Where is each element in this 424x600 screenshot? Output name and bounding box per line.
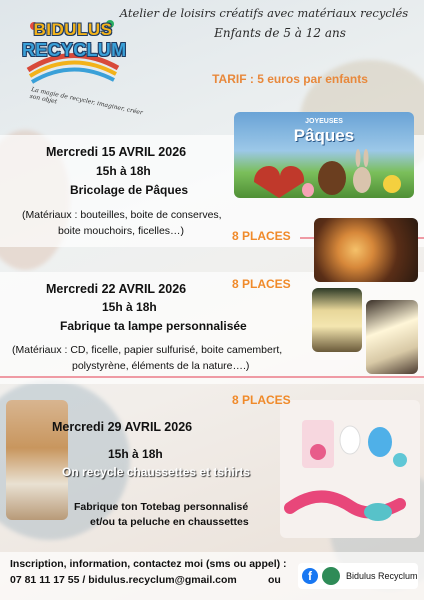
easter-title-2: Pâques [293, 126, 355, 145]
facebook-icon: f [302, 568, 318, 584]
lamp-image [314, 218, 418, 282]
tshirt-image [6, 400, 68, 520]
logo-title-2: RECYCLUM [22, 40, 127, 60]
lamp-image-2 [312, 288, 362, 352]
session-2-date: Mercredi 22 AVRIL 2026 [46, 282, 187, 296]
session-1-date: Mercredi 15 AVRIL 2026 [46, 145, 187, 159]
session-2-places: 8 PLACES [232, 277, 291, 291]
session-3-activity: On recycle chaussettes et tshirts [62, 465, 251, 479]
workshop-title: Atelier de loisirs créatifs avec matériaux recyclés [119, 6, 409, 20]
session-1-materials-1: (Matériaux : bouteilles, boite de conserves, [22, 209, 222, 221]
easter-scene [234, 142, 414, 198]
logo-title-1: BIDULUS [33, 20, 113, 39]
facebook-page-name: Bidulus Recyclum [346, 571, 418, 581]
logo-tagline: La magie de recycler, imaginer, créer son objet [29, 86, 144, 117]
lamp-image-3 [366, 300, 418, 374]
facebook-logo-mini [322, 567, 340, 585]
contact-line-1: Inscription, information, contactez moi (sms ou appel) : [10, 558, 287, 570]
easter-title-1: JOYEUSES [305, 118, 343, 125]
session-2-materials-1: (Matériaux : CD, ficelle, papier sulfurisé, boite camembert, [12, 344, 283, 356]
contact-line-2[interactable]: 07 81 11 17 55 / bidulus.recyclum@gmail.com [10, 574, 237, 586]
session-3-places: 8 PLACES [232, 393, 291, 407]
facebook-link[interactable] [298, 563, 418, 589]
session-3-extra-2: et/ou ta peluche en chaussettes [90, 516, 249, 528]
session-1-materials-2: boite mouchoirs, ficelles…) [58, 225, 185, 237]
session-2-time: 15h à 18h [102, 300, 157, 314]
session-2-materials-2: polystyrène, éléments de la nature….) [72, 360, 250, 372]
session-2-activity: Fabrique ta lampe personnalisée [60, 319, 247, 333]
age-range: Enfants de 5 à 12 ans [214, 26, 346, 40]
divider-line [0, 376, 424, 378]
sock-crafts-drawing [280, 400, 420, 538]
session-3-extra-1: Fabrique ton Totebag personnalisé [74, 501, 249, 513]
session-3-time: 15h à 18h [108, 447, 163, 461]
easter-image [234, 112, 414, 198]
session-1-activity: Bricolage de Pâques [70, 183, 189, 197]
session-1-places: 8 PLACES [232, 229, 291, 243]
sock-crafts-image [280, 400, 420, 538]
session-1-time: 15h à 18h [96, 164, 151, 178]
or-label: ou [268, 574, 281, 586]
session-3-date: Mercredi 29 AVRIL 2026 [52, 420, 193, 434]
price-label: TARIF : 5 euros par enfants [212, 72, 368, 86]
